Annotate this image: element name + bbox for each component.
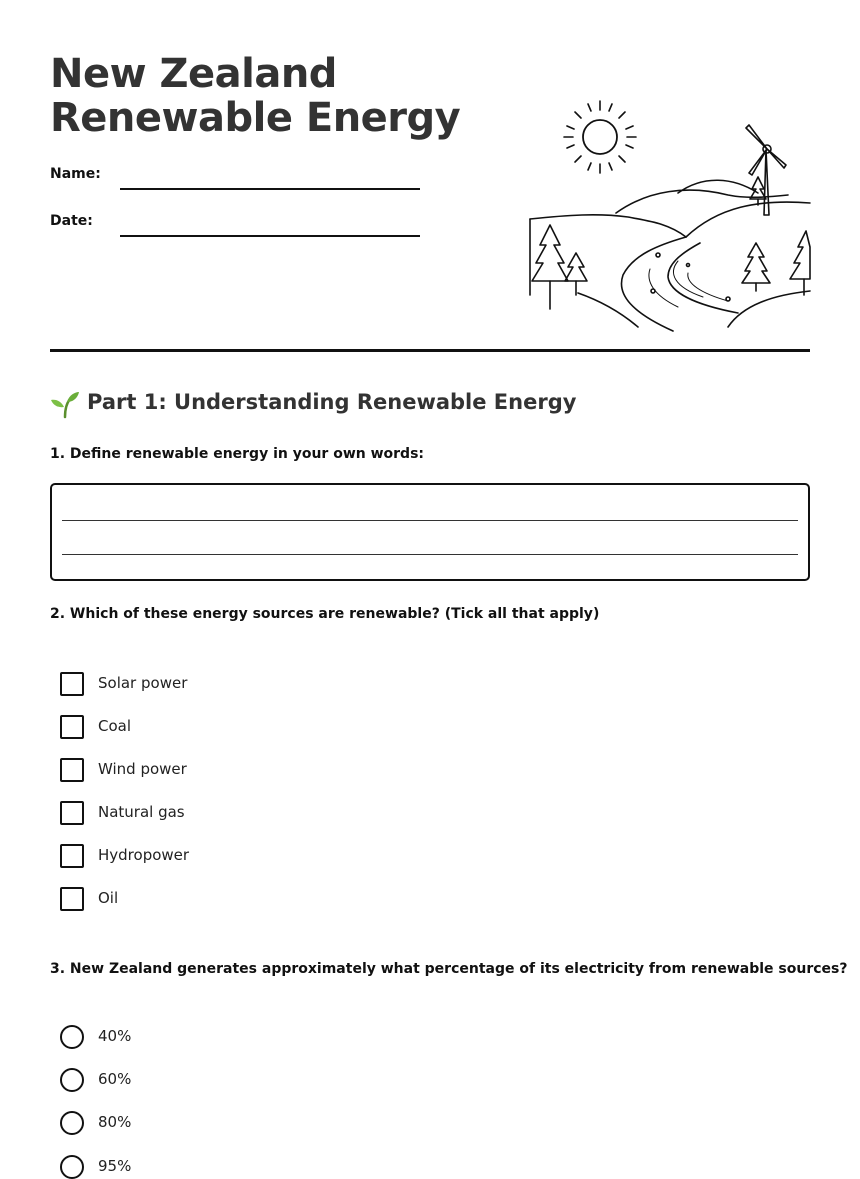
river-icon: [621, 237, 738, 331]
option-coal[interactable]: [60, 715, 460, 739]
option-80-percent[interactable]: [60, 1111, 460, 1135]
date-write-line[interactable]: [120, 235, 420, 237]
option-label: Coal: [98, 717, 132, 735]
option-wind-power[interactable]: [60, 758, 460, 782]
option-label: Solar power: [98, 674, 188, 692]
radio-button[interactable]: [60, 1068, 84, 1092]
name-field[interactable]: [50, 166, 420, 190]
question-1-answer-box[interactable]: [50, 483, 810, 581]
question-3: 3. New Zealand generates approximately what percentage of its electricity from renewable sources?: [50, 961, 848, 977]
part-1-heading-text: Part 1: Understanding Renewable Energy: [87, 390, 577, 414]
radio-button[interactable]: [60, 1155, 84, 1179]
checkbox[interactable]: [60, 672, 84, 696]
header-divider: [50, 349, 810, 352]
title-line-1: New Zealand: [50, 51, 337, 97]
checkbox[interactable]: [60, 758, 84, 782]
option-95-percent[interactable]: [60, 1141, 460, 1175]
checkbox[interactable]: [60, 844, 84, 868]
option-label: 80%: [98, 1113, 132, 1131]
date-field[interactable]: [50, 213, 420, 237]
option-label: Hydropower: [98, 846, 190, 864]
option-label: Oil: [98, 889, 119, 907]
title-line-2: Renewable Energy: [50, 95, 461, 141]
option-solar-power[interactable]: [60, 672, 460, 696]
option-natural-gas[interactable]: [60, 801, 460, 825]
option-oil[interactable]: [60, 887, 460, 911]
checkbox[interactable]: [60, 887, 84, 911]
option-label: 95%: [98, 1157, 132, 1175]
worksheet-title: [50, 52, 460, 140]
option-40-percent[interactable]: [60, 1025, 460, 1049]
option-label: 40%: [98, 1027, 132, 1045]
option-label: Wind power: [98, 760, 187, 778]
radio-button[interactable]: [60, 1111, 84, 1135]
landscape-illustration: [528, 95, 810, 335]
checkbox[interactable]: [60, 801, 84, 825]
option-60-percent[interactable]: [60, 1068, 460, 1092]
option-label: Natural gas: [98, 803, 185, 821]
name-write-line[interactable]: [120, 188, 420, 190]
sun-icon: [564, 101, 636, 173]
option-label: 60%: [98, 1070, 132, 1088]
answer-write-line: [62, 554, 798, 555]
date-label: Date:: [50, 213, 93, 229]
sprout-icon: [50, 390, 80, 418]
radio-button[interactable]: [60, 1025, 84, 1049]
option-hydropower[interactable]: [60, 844, 460, 868]
question-1: 1. Define renewable energy in your own words:: [50, 446, 425, 462]
name-label: Name:: [50, 166, 101, 182]
answer-write-line: [62, 520, 798, 521]
checkbox[interactable]: [60, 715, 84, 739]
question-2: 2. Which of these energy sources are renewable? (Tick all that apply): [50, 606, 600, 622]
